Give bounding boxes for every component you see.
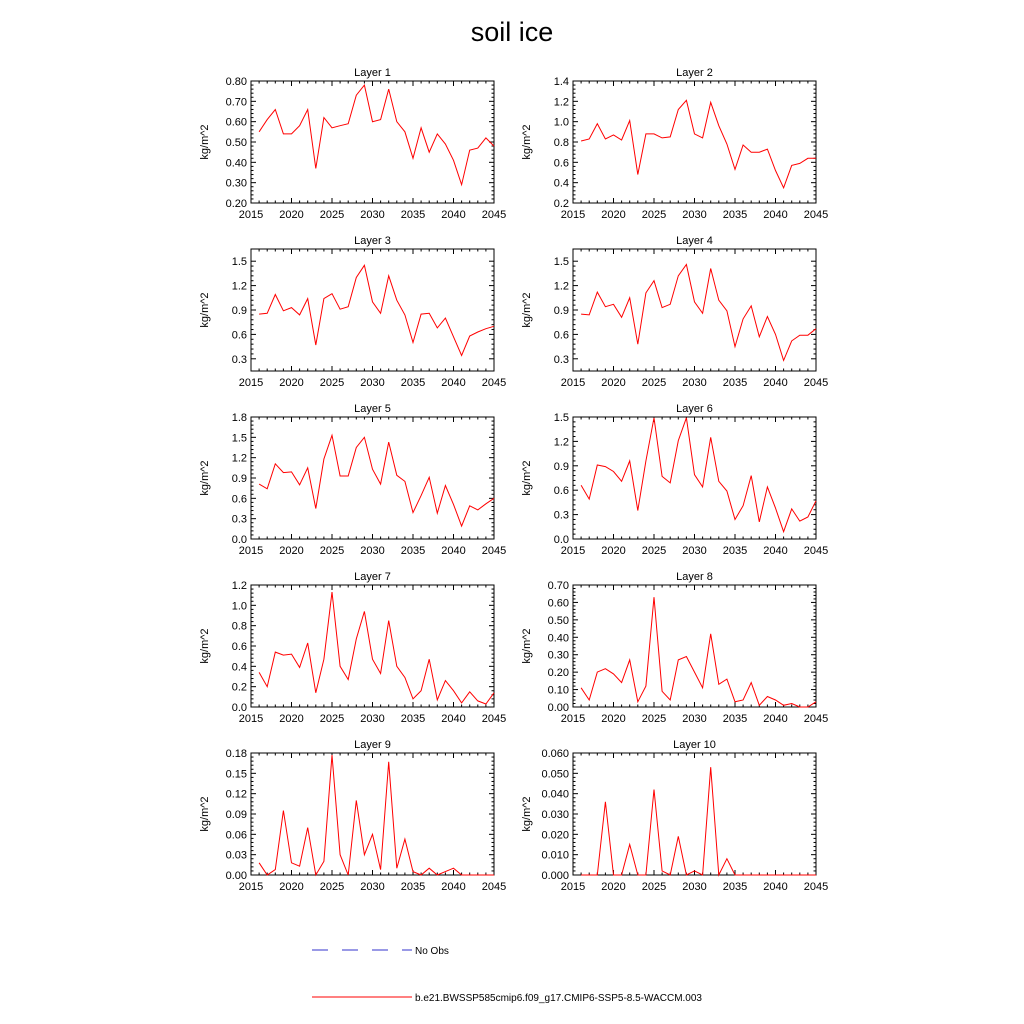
x-tick-label: 2020 xyxy=(601,209,626,221)
y-tick-label: 0.50 xyxy=(225,137,247,149)
y-tick-label: 1.4 xyxy=(553,76,569,88)
x-tick-label: 2020 xyxy=(279,377,304,389)
series-line xyxy=(259,265,494,355)
y-tick-label: 0.60 xyxy=(225,116,247,129)
x-tick-label: 2025 xyxy=(319,545,345,557)
x-tick-label: 2030 xyxy=(360,209,385,221)
x-tick-label: 2025 xyxy=(641,545,667,557)
panel-layer-5 xyxy=(199,403,506,557)
plot-frame xyxy=(573,585,816,707)
y-tick-label: 0.6 xyxy=(553,329,569,342)
x-tick-label: 2020 xyxy=(601,713,626,725)
x-tick-label: 2030 xyxy=(682,377,707,389)
x-tick-label: 2035 xyxy=(400,209,426,221)
y-tick-label: 0.6 xyxy=(231,641,247,653)
y-tick-label: 0.09 xyxy=(225,809,247,821)
x-tick-label: 2020 xyxy=(279,881,304,893)
x-tick-label: 2040 xyxy=(441,713,466,725)
y-axis-label: kg/m^2 xyxy=(521,628,533,664)
x-tick-label: 2040 xyxy=(441,881,466,893)
y-tick-label: 0.2 xyxy=(553,198,569,210)
series-line xyxy=(581,100,816,188)
y-tick-label: 0.0 xyxy=(231,702,247,714)
y-tick-label: 0.4 xyxy=(553,177,569,190)
series-line xyxy=(581,767,816,875)
y-tick-label: 0.3 xyxy=(553,353,569,366)
x-tick-label: 2035 xyxy=(400,713,426,725)
y-tick-label: 0.060 xyxy=(541,748,569,760)
y-tick-label: 0.020 xyxy=(541,829,569,842)
y-tick-label: 0.10 xyxy=(547,684,569,697)
y-tick-label: 0.20 xyxy=(547,667,569,680)
y-tick-label: 0.6 xyxy=(553,157,569,170)
series-line xyxy=(581,597,816,707)
y-tick-label: 0.03 xyxy=(225,849,247,862)
x-tick-label: 2025 xyxy=(641,377,667,389)
y-tick-label: 0.4 xyxy=(231,661,247,674)
x-tick-label: 2015 xyxy=(560,209,586,221)
y-tick-label: 0.30 xyxy=(547,649,569,662)
x-tick-label: 2035 xyxy=(722,377,748,389)
x-tick-label: 2035 xyxy=(722,209,748,221)
x-tick-label: 2035 xyxy=(722,881,748,893)
panel-layer-3 xyxy=(199,235,506,389)
y-tick-label: 1.5 xyxy=(231,256,247,269)
series-line xyxy=(259,755,494,875)
y-axis-label: kg/m^2 xyxy=(199,124,211,160)
x-tick-label: 2025 xyxy=(319,377,345,389)
panel-title: Layer 4 xyxy=(676,235,713,247)
x-tick-label: 2030 xyxy=(360,545,385,557)
x-tick-label: 2030 xyxy=(360,881,385,893)
y-axis-label: kg/m^2 xyxy=(199,292,211,328)
y-tick-label: 0.3 xyxy=(553,509,569,522)
y-tick-label: 0.00 xyxy=(225,870,247,882)
y-tick-label: 0.2 xyxy=(231,681,247,694)
x-tick-label: 2045 xyxy=(803,881,829,893)
x-tick-label: 2040 xyxy=(763,881,788,893)
x-tick-label: 2025 xyxy=(319,881,345,893)
y-tick-label: 0.040 xyxy=(541,788,569,801)
panel-title: Layer 8 xyxy=(676,571,713,583)
x-tick-label: 2045 xyxy=(803,209,829,221)
panel-title: Layer 6 xyxy=(676,403,713,415)
y-tick-label: 0.60 xyxy=(547,597,569,610)
x-tick-label: 2040 xyxy=(441,545,466,557)
x-tick-label: 2030 xyxy=(360,713,385,725)
y-tick-label: 0.70 xyxy=(547,580,569,592)
y-tick-label: 0.3 xyxy=(231,353,247,366)
x-tick-label: 2025 xyxy=(319,713,345,725)
x-tick-label: 2040 xyxy=(763,377,788,389)
y-tick-label: 0.40 xyxy=(547,632,569,645)
series-line xyxy=(259,592,494,704)
y-tick-label: 0.80 xyxy=(225,76,247,88)
plot-frame xyxy=(573,249,816,371)
series-line xyxy=(259,435,494,526)
x-tick-label: 2025 xyxy=(641,881,667,893)
y-tick-label: 0.70 xyxy=(225,96,247,109)
y-tick-label: 0.9 xyxy=(553,305,569,317)
y-tick-label: 1.5 xyxy=(553,412,569,424)
x-tick-label: 2015 xyxy=(238,545,264,557)
y-tick-label: 0.6 xyxy=(231,493,247,506)
x-tick-label: 2045 xyxy=(481,209,507,221)
y-tick-label: 0.000 xyxy=(541,870,569,882)
plot-frame xyxy=(251,417,494,539)
x-tick-label: 2015 xyxy=(560,377,586,389)
y-tick-label: 0.06 xyxy=(225,829,247,842)
x-tick-label: 2040 xyxy=(763,713,788,725)
x-tick-label: 2045 xyxy=(803,545,829,557)
y-tick-label: 1.0 xyxy=(231,600,247,613)
y-axis-label: kg/m^2 xyxy=(521,124,533,160)
x-tick-label: 2015 xyxy=(560,881,586,893)
plot-frame xyxy=(573,81,816,203)
series-line xyxy=(581,265,816,361)
x-tick-label: 2030 xyxy=(682,881,707,893)
x-tick-label: 2030 xyxy=(360,377,385,389)
x-tick-label: 2040 xyxy=(441,377,466,389)
x-tick-label: 2040 xyxy=(441,209,466,221)
panel-layer-4 xyxy=(521,235,828,389)
x-tick-label: 2020 xyxy=(279,209,304,221)
x-tick-label: 2030 xyxy=(682,713,707,725)
y-tick-label: 0.8 xyxy=(231,620,247,633)
y-tick-label: 1.2 xyxy=(553,96,569,109)
plot-frame xyxy=(251,249,494,371)
legend-label-no-obs: No Obs xyxy=(415,946,449,957)
x-tick-label: 2040 xyxy=(763,545,788,557)
panel-title: Layer 10 xyxy=(673,739,716,751)
x-tick-label: 2035 xyxy=(400,881,426,893)
y-tick-label: 1.2 xyxy=(231,580,247,592)
y-tick-label: 0.9 xyxy=(231,473,247,485)
y-tick-label: 0.40 xyxy=(225,157,247,170)
y-tick-label: 1.2 xyxy=(231,280,247,293)
y-tick-label: 0.010 xyxy=(541,849,569,862)
x-tick-label: 2015 xyxy=(560,545,586,557)
x-tick-label: 2030 xyxy=(682,545,707,557)
y-tick-label: 0.9 xyxy=(231,305,247,317)
x-tick-label: 2045 xyxy=(481,713,507,725)
panel-title: Layer 7 xyxy=(354,571,391,583)
y-tick-label: 0.6 xyxy=(231,329,247,342)
x-tick-label: 2035 xyxy=(400,377,426,389)
x-tick-label: 2045 xyxy=(481,881,507,893)
y-tick-label: 0.050 xyxy=(541,768,569,781)
panel-layer-2 xyxy=(521,67,828,221)
x-tick-label: 2025 xyxy=(641,209,667,221)
panel-layer-7 xyxy=(199,571,506,725)
y-tick-label: 0.30 xyxy=(225,177,247,190)
plot-frame xyxy=(251,81,494,203)
x-tick-label: 2020 xyxy=(601,881,626,893)
y-tick-label: 0.00 xyxy=(547,702,569,714)
y-tick-label: 0.3 xyxy=(231,513,247,526)
figure-title: soil ice xyxy=(470,17,554,47)
series-line xyxy=(259,85,494,185)
y-tick-label: 0.9 xyxy=(553,460,569,473)
x-tick-label: 2035 xyxy=(400,545,426,557)
y-axis-label: kg/m^2 xyxy=(521,796,533,832)
x-tick-label: 2045 xyxy=(481,545,507,557)
panel-layer-1 xyxy=(199,67,506,221)
plot-frame xyxy=(573,753,816,875)
y-axis-label: kg/m^2 xyxy=(199,796,211,832)
y-tick-label: 0.6 xyxy=(553,485,569,498)
panel-title: Layer 3 xyxy=(354,235,391,247)
chart-panels xyxy=(199,67,828,893)
y-tick-label: 1.2 xyxy=(553,280,569,293)
y-tick-label: 0.20 xyxy=(225,198,247,210)
y-axis-label: kg/m^2 xyxy=(521,292,533,328)
x-tick-label: 2045 xyxy=(803,377,829,389)
panel-layer-9 xyxy=(199,739,506,893)
y-tick-label: 0.50 xyxy=(547,614,569,627)
y-tick-label: 1.5 xyxy=(553,256,569,269)
x-tick-label: 2030 xyxy=(682,209,707,221)
y-tick-label: 1.2 xyxy=(231,452,247,465)
x-tick-label: 2040 xyxy=(763,209,788,221)
x-tick-label: 2020 xyxy=(279,545,304,557)
x-tick-label: 2015 xyxy=(238,377,264,389)
y-axis-label: kg/m^2 xyxy=(199,628,211,664)
y-tick-label: 0.0 xyxy=(231,534,247,546)
panel-title: Layer 2 xyxy=(676,67,713,79)
x-tick-label: 2025 xyxy=(319,209,345,221)
panel-layer-6 xyxy=(521,403,828,557)
y-axis-label: kg/m^2 xyxy=(521,460,533,496)
x-tick-label: 2015 xyxy=(238,881,264,893)
x-tick-label: 2025 xyxy=(641,713,667,725)
y-tick-label: 0.030 xyxy=(541,809,569,821)
legend xyxy=(312,946,702,1004)
x-tick-label: 2015 xyxy=(560,713,586,725)
x-tick-label: 2015 xyxy=(238,713,264,725)
x-tick-label: 2045 xyxy=(803,713,829,725)
x-tick-label: 2020 xyxy=(601,377,626,389)
y-tick-label: 1.5 xyxy=(231,432,247,445)
panel-layer-10 xyxy=(521,739,828,893)
y-tick-label: 0.0 xyxy=(553,534,569,546)
plot-frame xyxy=(251,585,494,707)
legend-label-model: b.e21.BWSSP585cmip6.f09_g17.CMIP6-SSP5-8.5-WACCM.003 xyxy=(415,993,702,1004)
x-tick-label: 2020 xyxy=(279,713,304,725)
x-tick-label: 2035 xyxy=(722,545,748,557)
y-tick-label: 1.0 xyxy=(553,116,569,129)
y-tick-label: 0.15 xyxy=(225,768,247,781)
y-tick-label: 1.2 xyxy=(553,436,569,449)
panel-title: Layer 5 xyxy=(354,403,391,415)
y-tick-label: 0.12 xyxy=(225,788,247,801)
y-tick-label: 1.8 xyxy=(231,412,247,424)
plot-frame xyxy=(251,753,494,875)
x-tick-label: 2035 xyxy=(722,713,748,725)
series-line xyxy=(581,418,816,532)
panel-title: Layer 9 xyxy=(354,739,391,751)
x-tick-label: 2015 xyxy=(238,209,264,221)
y-tick-label: 0.18 xyxy=(225,748,247,760)
x-tick-label: 2020 xyxy=(601,545,626,557)
panel-title: Layer 1 xyxy=(354,67,391,79)
panel-layer-8 xyxy=(521,571,828,725)
y-axis-label: kg/m^2 xyxy=(199,460,211,496)
y-tick-label: 0.8 xyxy=(553,137,569,149)
x-tick-label: 2045 xyxy=(481,377,507,389)
